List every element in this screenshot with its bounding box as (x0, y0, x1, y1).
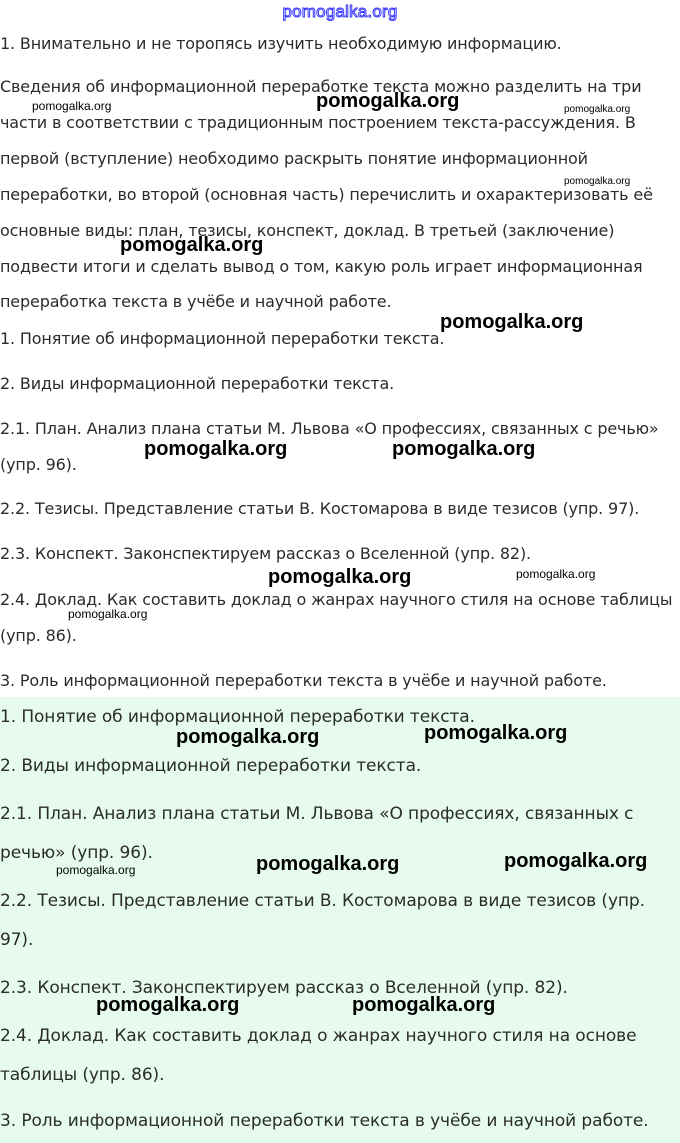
plan-item: 2.2. Тезисы. Представление статьи В. Костомарова в виде тезисов (упр. 97). (0, 499, 640, 518)
answer-item: речью» (упр. 96). (0, 843, 153, 863)
watermark: pomogalka.org (176, 726, 320, 748)
watermark: pomogalka.org (564, 176, 631, 187)
plan-item: 2.1. План. Анализ плана статьи М. Львова «О профессиях, связанных с речью» (0, 419, 659, 438)
plan-item: (упр. 96). (0, 455, 77, 474)
watermark: pomogalka.org (32, 99, 112, 113)
paragraph-line: первой (вступление) необходимо раскрыть понятие информационной (0, 149, 588, 168)
paragraph-line: Сведения об информационной переработке текста можно разделить на три (0, 77, 642, 96)
paragraph-line: основные виды: план, тезисы, конспект, доклад. В третьей (заключение) (0, 221, 615, 240)
watermark: pomogalka.org (424, 722, 568, 744)
plan-item: 2. Виды информационной переработки текста. (0, 374, 395, 393)
plan-item: (упр. 86). (0, 626, 77, 645)
answer-item: 2.2. Тезисы. Представление статьи В. Костомарова в виде тезисов (упр. (0, 891, 645, 911)
watermark: pomogalka.org (504, 850, 648, 872)
paragraph-line: переработка текста в учёбе и научной работе. (0, 292, 392, 311)
answer-item: 3. Роль информационной переработки текста в учёбе и научной работе. (0, 1111, 649, 1131)
watermark: pomogalka.org (352, 994, 496, 1016)
paragraph-line: переработки, во второй (основная часть) перечислить и охарактеризовать её (0, 185, 653, 204)
plan-item: 2.4. Доклад. Как составить доклад о жанрах научного стиля на основе таблицы (0, 590, 673, 609)
watermark: pomogalka.org (120, 234, 264, 256)
answer-item: 97). (0, 930, 34, 950)
watermark: pomogalka.org (268, 566, 412, 588)
site-logo[interactable]: pomogalka.org (282, 2, 398, 21)
answer-item: таблицы (упр. 86). (0, 1065, 165, 1085)
watermark: pomogalka.org (144, 438, 288, 460)
watermark: pomogalka.org (392, 438, 536, 460)
answer-item: 2.3. Конспект. Законспектируем рассказ о Вселенной (упр. 82). (0, 978, 568, 998)
plan-item: 3. Роль информационной переработки текста в учёбе и научной работе. (0, 671, 607, 690)
watermark: pomogalka.org (516, 567, 596, 581)
answer-block (0, 697, 680, 1143)
plan-item: 2.3. Конспект. Законспектируем рассказ о Вселенной (упр. 82). (0, 544, 531, 563)
watermark: pomogalka.org (68, 607, 148, 621)
answer-item: 2.1. План. Анализ плана статьи М. Львова «О профессиях, связанных с (0, 804, 634, 824)
answer-item: 2.4. Доклад. Как составить доклад о жанрах научного стиля на основе (0, 1026, 637, 1046)
plan-item: 1. Понятие об информационной переработки текста. (0, 329, 445, 348)
watermark: pomogalka.org (316, 90, 460, 112)
intro-line: 1. Внимательно и не торопясь изучить необходимую информацию. (0, 34, 562, 53)
watermark: pomogalka.org (256, 853, 400, 875)
watermark: pomogalka.org (56, 863, 136, 877)
watermark: pomogalka.org (564, 104, 631, 115)
paragraph-line: подвести итоги и сделать вывод о том, какую роль играет информационная (0, 257, 643, 276)
answer-item: 1. Понятие об информационной переработки текста. (0, 707, 475, 727)
answer-item: 2. Виды информационной переработки текста. (0, 756, 422, 776)
watermark: pomogalka.org (440, 311, 584, 333)
paragraph-line: части в соответствии с традиционным построением текста-рассуждения. В (0, 113, 636, 132)
watermark: pomogalka.org (96, 994, 240, 1016)
